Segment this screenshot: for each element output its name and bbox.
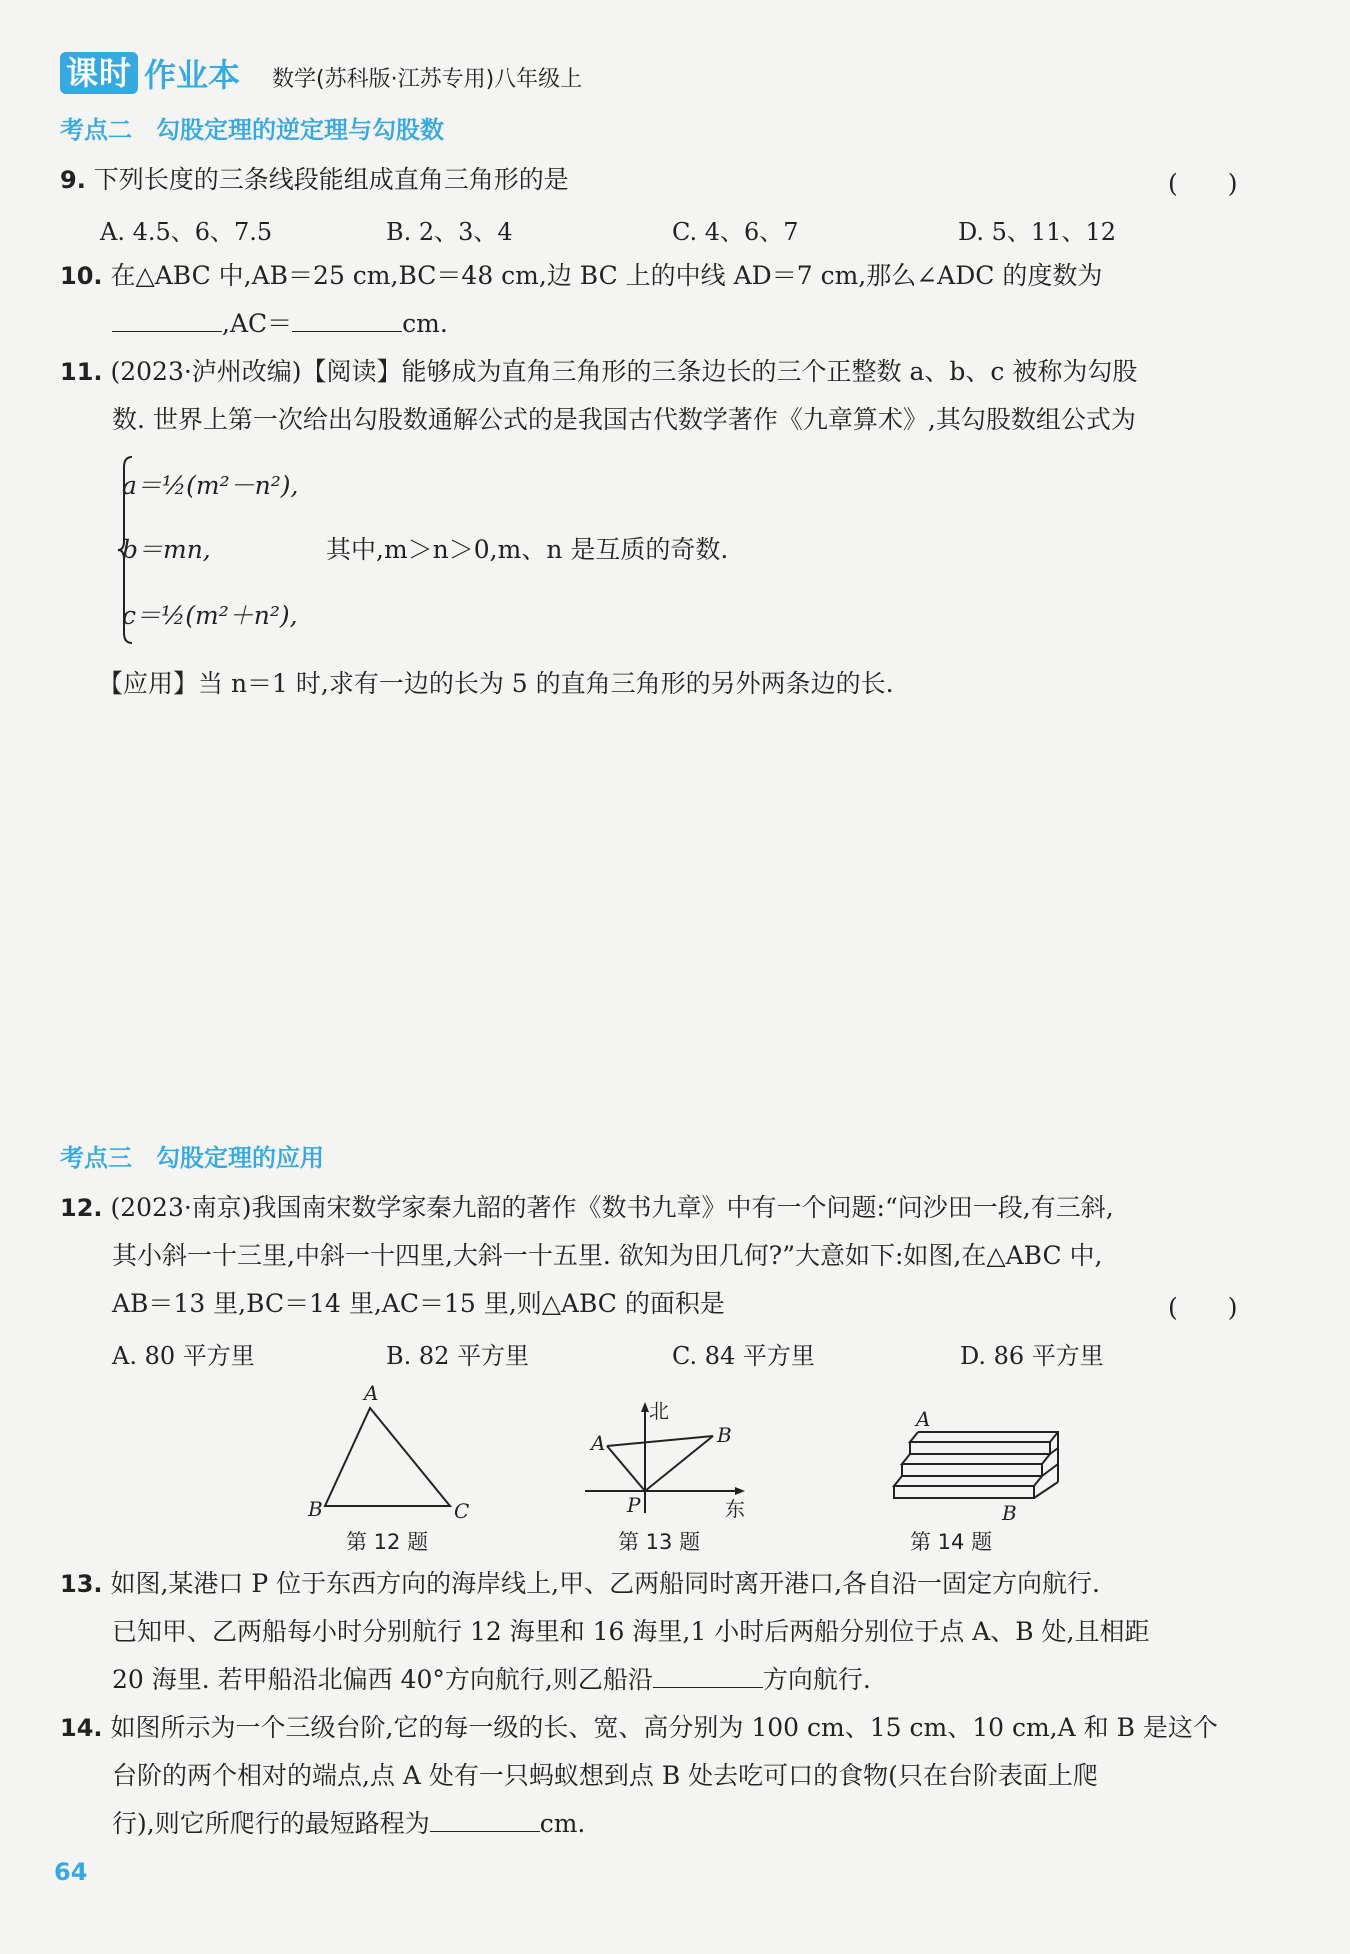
q10-blank-angle[interactable] [112,309,222,332]
q14-number: 14. [60,1714,103,1742]
q9-option-c: C. 4、6、7 [672,218,799,246]
q14-line1: 如图所示为一个三级台阶,它的每一级的长、宽、高分别为 100 cm、15 cm、10 cm,A 和 B 是这个 [110,1713,1218,1742]
q9-option-b: B. 2、3、4 [386,218,513,246]
fig12-label-c: C [454,1499,470,1523]
logo-text: 作业本 [144,56,241,94]
q13-line1: 如图,某港口 P 位于东西方向的海岸线上,甲、乙两船同时离开港口,各自沿一固定方向航行. [110,1569,1100,1598]
q9-number: 9. [60,166,86,194]
q14-text [60,1704,1218,1752]
q10-line2-mid: ,AC＝ [222,309,293,338]
q13-number: 13. [60,1570,103,1598]
q12-option-d: D. 86 平方里 [960,1342,1104,1370]
q11-number: 11. [60,358,103,386]
figure-14-stairs [870,1410,1070,1530]
q12-option-c: C. 84 平方里 [672,1342,815,1370]
q11-line2: 数. 世界上第一次给出勾股数通解公式的是我国古代数学著作《九章算术》,其勾股数组公式为 [112,405,1136,434]
formula-a: a＝½(m²－n²), [122,471,299,500]
figure-13-compass [575,1398,760,1523]
triangle-abc [325,1408,450,1506]
header-logo [60,50,240,96]
formula-condition: 其中,m＞n＞0,m、n 是互质的奇数. [326,535,729,564]
q12-line1: (2023·南京)我国南宋数学家秦九韶的著作《数书九章》中有一个问题:“问沙田一段,有三斜, [110,1193,1114,1222]
q13-line3 [112,1656,871,1704]
q14-line3-a: 行),则它所爬行的最短路程为 [112,1809,430,1838]
q9-answer-paren: ( ) [1168,169,1238,198]
fig12-label-b: B [308,1497,323,1521]
q10-line1: 在△ABC 中,AB＝25 cm,BC＝48 cm,边 BC 上的中线 AD＝7 cm,那么∠ADC 的度数为 [110,261,1103,290]
figure-12-triangle [300,1378,490,1523]
q9-option-a: A. 4.5、6、7.5 [100,218,273,246]
q11-apply: 【应用】当 n＝1 时,求有一边的长为 5 的直角三角形的另外两条边的长. [98,669,894,698]
fig12-label-a: A [364,1381,379,1405]
q14-line3-b: cm. [539,1809,586,1838]
q14-line3 [112,1800,585,1848]
q13-line3-a: 20 海里. 若甲船沿北偏西 40°方向航行,则乙船沿 [112,1665,653,1694]
q10-line2-end: cm. [402,309,448,338]
q10-blank-ac[interactable] [292,309,402,332]
q12-answer-paren: ( ) [1168,1293,1238,1322]
fig14-label-b: B [1002,1501,1017,1525]
q13-blank-direction[interactable] [653,1665,763,1688]
fig12-caption: 第 12 题 [346,1530,429,1554]
q10-number: 10. [60,262,103,290]
fig13-label-a: A [591,1431,606,1455]
section3-title: 考点三 勾股定理的应用 [60,1144,324,1172]
fig14-label-a: A [916,1410,931,1431]
q12-line2: 其小斜一十三里,中斜一十四里,大斜一十五里. 欲知为田几何?”大意如下:如图,在△ABC 中, [112,1241,1103,1270]
fig13-east-label: 东 [725,1497,745,1521]
q14-blank-distance[interactable] [430,1809,540,1832]
formula-c: c＝½(m²＋n²), [122,601,298,630]
fig14-caption: 第 14 题 [910,1530,993,1554]
fig13-label-b: B [717,1423,732,1447]
q10-line2 [112,300,448,348]
segment-ab [607,1436,713,1446]
q13-line2: 已知甲、乙两船每小时分别航行 12 海里和 16 海里,1 小时后两船分别位于点 A、B 处,且相距 [112,1617,1150,1646]
q9-option-d: D. 5、11、12 [958,218,1116,246]
logo-box: 课时 [60,52,138,94]
q13-text [60,1560,1100,1608]
q13-line3-b: 方向航行. [762,1665,871,1694]
q12-text [60,1184,1114,1232]
path-pb [645,1436,713,1491]
q12-option-a: A. 80 平方里 [112,1342,255,1370]
q11-line1: (2023·泸州改编)【阅读】能够成为直角三角形的三条边长的三个正整数 a、b、c 被称为勾股 [110,357,1138,386]
formula-b: b＝mn, [122,535,211,564]
q9-text [60,156,569,204]
fig13-label-p: P [627,1493,641,1517]
q12-number: 12. [60,1194,103,1222]
q12-option-b: B. 82 平方里 [386,1342,530,1370]
q10-text [60,252,1102,300]
section2-title: 考点二 勾股定理的逆定理与勾股数 [60,116,444,144]
q12-line3: AB＝13 里,BC＝14 里,AC＝15 里,则△ABC 的面积是 [112,1289,725,1318]
q9-stem: 下列长度的三条线段能组成直角三角形的是 [93,165,569,194]
page-number: 64 [54,1858,88,1886]
q14-line2: 台阶的两个相对的端点,点 A 处有一只蚂蚁想到点 B 处去吃可口的食物(只在台阶表面上爬 [112,1761,1098,1790]
path-pa [607,1446,645,1491]
q11-text [60,348,1137,396]
fig13-caption: 第 13 题 [618,1530,701,1554]
fig13-north-label: 北 [649,1399,669,1423]
header-subtitle: 数学(苏科版·江苏专用)八年级上 [272,67,583,92]
